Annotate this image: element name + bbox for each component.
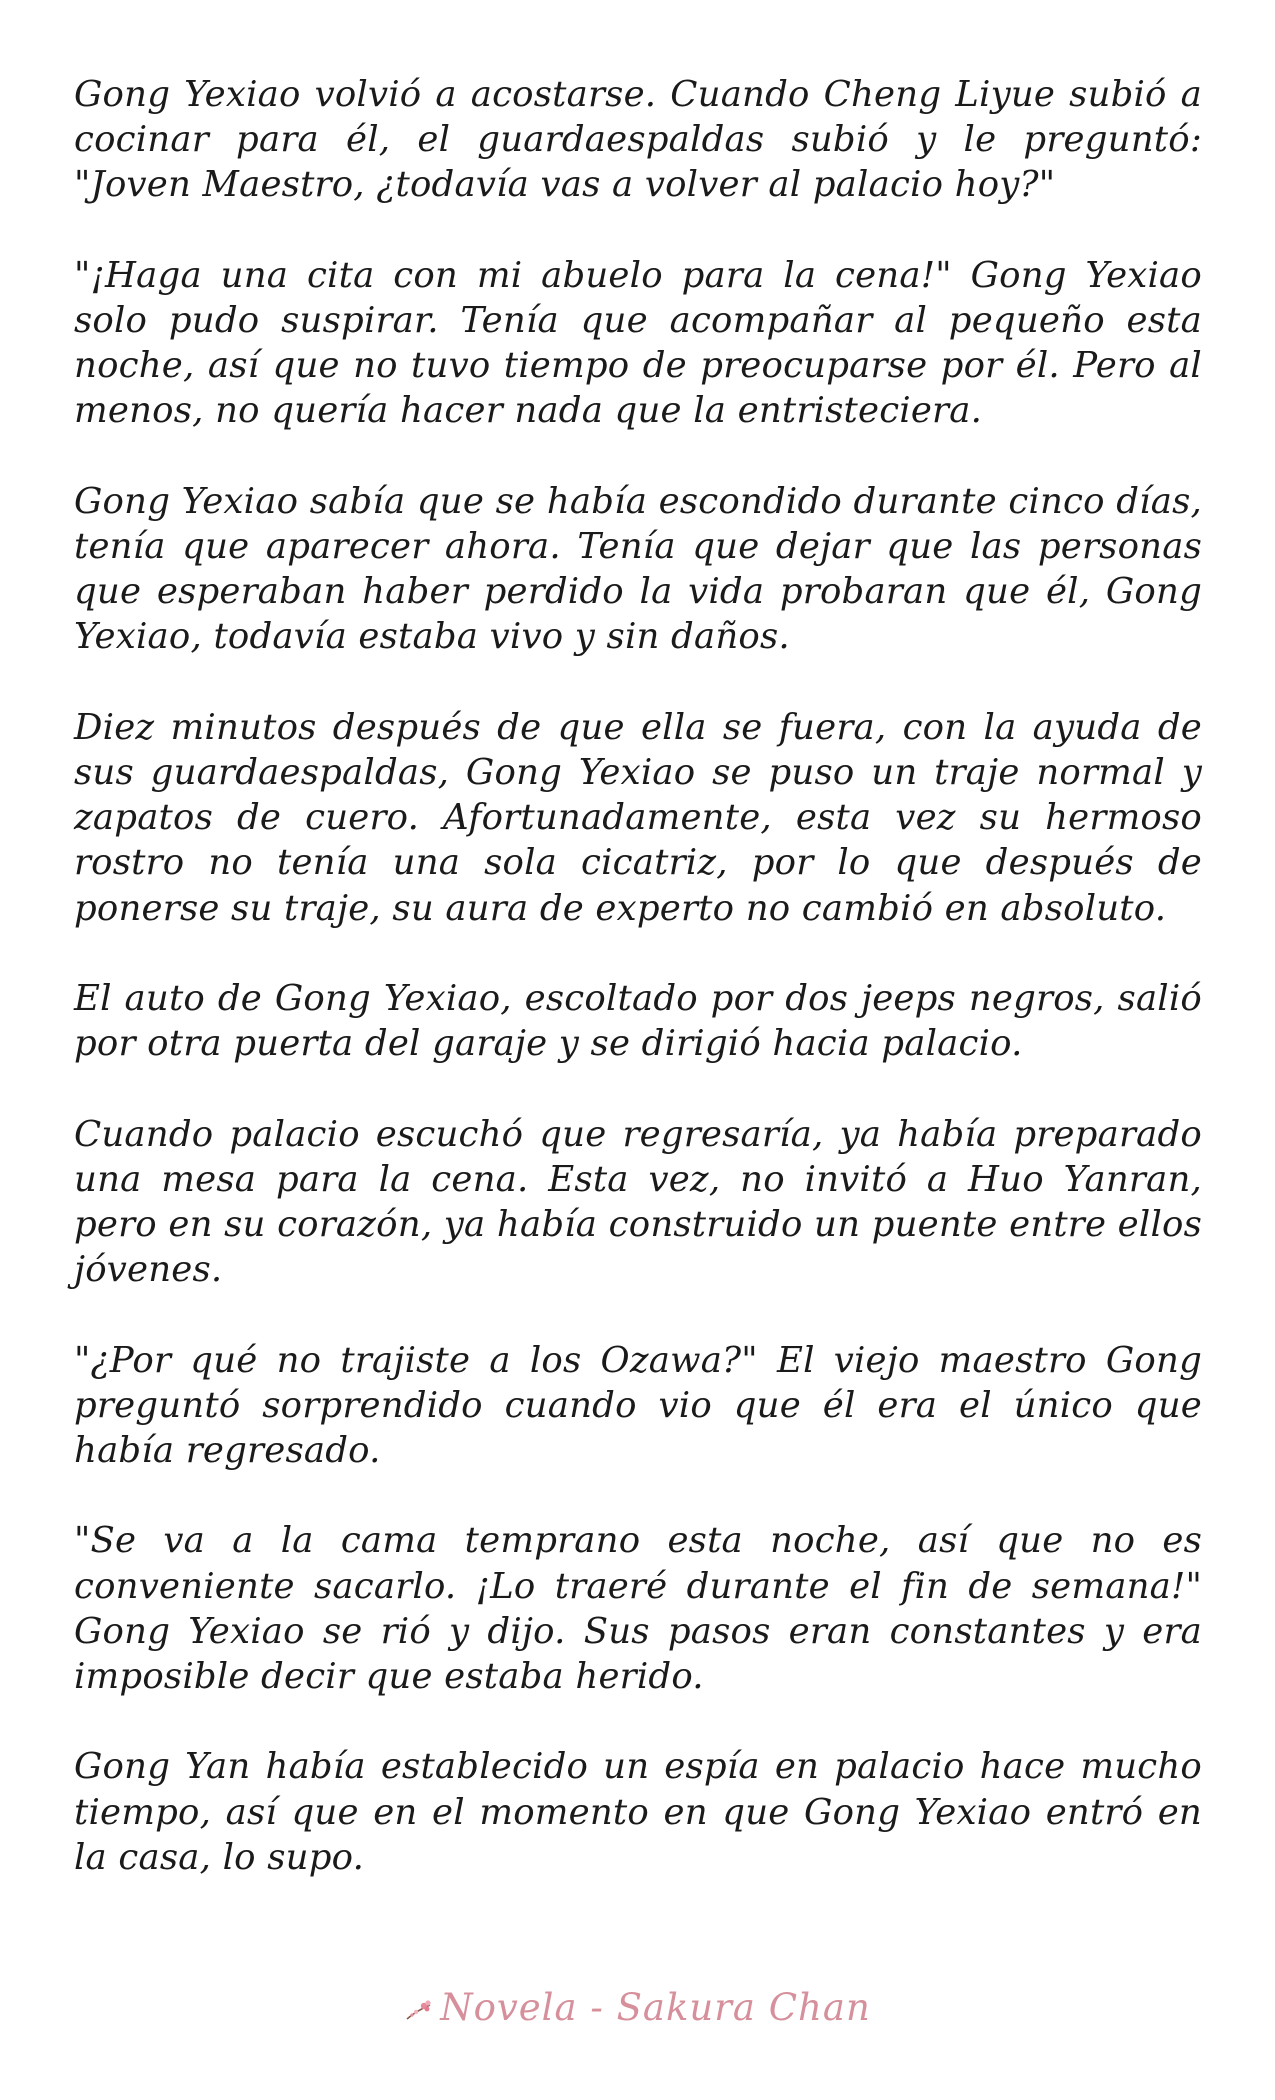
paragraph: Gong Yan había establecido un espía en palacio hace mucho tiempo, así que en el momento en que Gong Yexiao entró en la casa, lo supo.: [74, 1746, 1202, 1878]
paragraph: Gong Yexiao sabía que se había escondido durante cinco días, tenía que aparecer ahora. Tenía que dejar que las personas que esperaban haber perdido la vida probaran que él, Gong Yexiao, todavía estaba vivo y sin daños.: [74, 480, 1202, 658]
cherry-blossom-icon: [404, 1989, 434, 2032]
paragraph: El auto de Gong Yexiao, escoltado por dos jeeps negros, salió por otra puerta del garaje y se dirigió hacia palacio.: [74, 978, 1202, 1065]
paragraph: "¡Haga una cita con mi abuelo para la cena!" Gong Yexiao solo pudo suspirar. Tenía que acompañar al pequeño esta noche, así que no tuvo tiempo de preocuparse por él. Pero al menos, no quería hacer nada que la entristeciera.: [74, 254, 1202, 432]
paragraph: "¿Por qué no trajiste a los Ozawa?" El viejo maestro Gong preguntó sorprendido cuando vio que él era el único que había regresado.: [74, 1339, 1202, 1471]
paragraph: Cuando palacio escuchó que regresaría, ya había preparado una mesa para la cena. Esta vez, no invitó a Huo Yanran, pero en su corazón, ya había construido un puente entre ellos jóvenes.: [74, 1113, 1202, 1291]
paragraph: "Se va a la cama temprano esta noche, así que no es conveniente sacarlo. ¡Lo traeré durante el fin de semana!" Gong Yexiao se rió y dijo. Sus pasos eran constantes y era imposible decir que estaba herido.: [74, 1520, 1202, 1697]
watermark: [0, 1986, 1275, 2032]
watermark-text: Novela - Sakura Chan: [440, 1986, 871, 2029]
chapter-text: [74, 72, 1202, 1880]
paragraph: Gong Yexiao volvió a acostarse. Cuando Cheng Liyue subió a cocinar para él, el guardaespaldas subió y le preguntó: "Joven Maestro, ¿todavía vas a volver al palacio hoy?": [74, 74, 1202, 206]
paragraph: Diez minutos después de que ella se fuera, con la ayuda de sus guardaespaldas, Gong Yexiao se puso un traje normal y zapatos de cuero. Afortunadamente, esta vez su hermoso rostro no tenía una sola cicatriz, por lo que después de ponerse su traje, su aura de experto no cambió en absoluto.: [74, 706, 1202, 929]
